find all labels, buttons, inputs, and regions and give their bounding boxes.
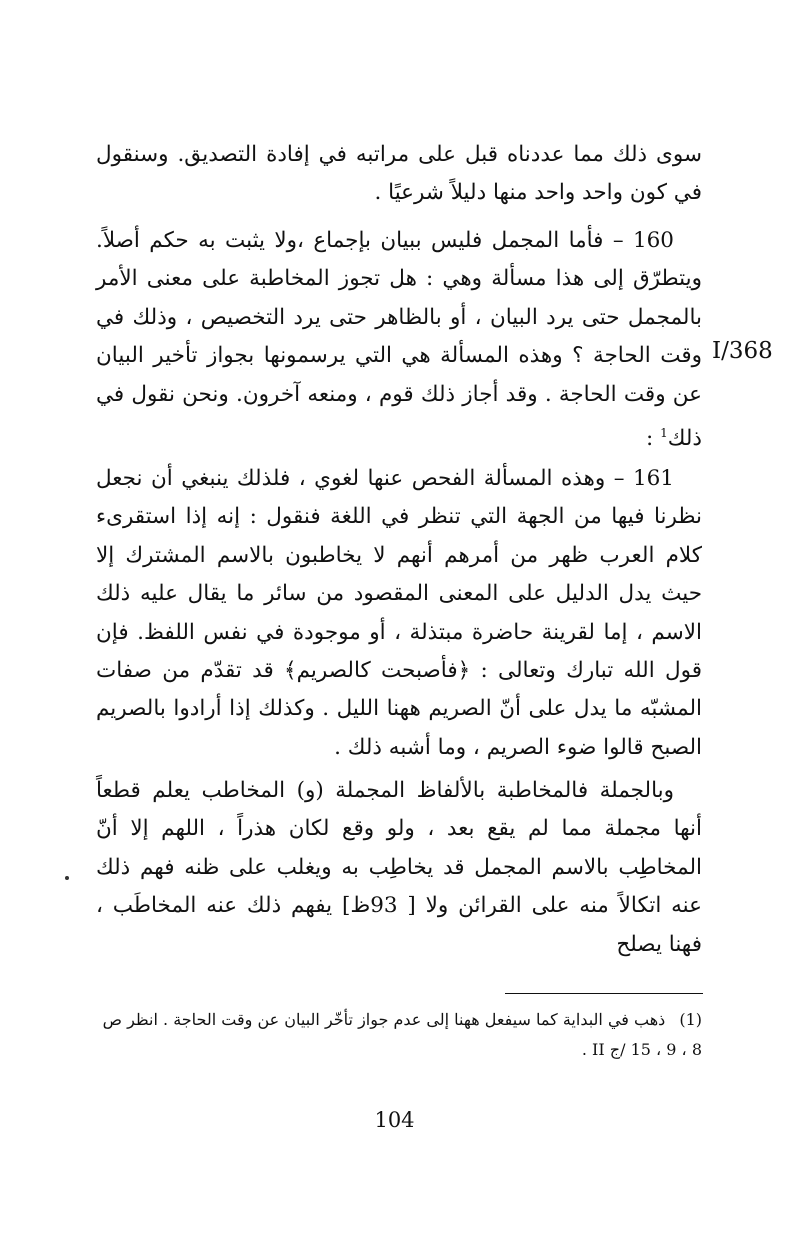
footnote-divider	[505, 993, 703, 994]
paragraph-1: سوى ذلك مما عددناه قبل على مراتبه في إفادة التصديق. وسنقول في كون واحد واحد منها دليلاً شرعيًا .	[96, 142, 702, 206]
paragraph-160	[96, 222, 702, 459]
footnote-reference: 1	[660, 426, 668, 441]
scan-speck	[65, 876, 69, 880]
footnote	[96, 1005, 702, 1065]
page-number: 104	[374, 1108, 415, 1132]
paragraph-text: – وهذه المسألة الفحص عنها لغوي ، فلذلك ينبغي أن نجعل نظرنا فيها من الجهة التي تنظر في اللغة فنقول : إنه إذا استقرىء كلام العرب ظهر من أمرهم أنهم لا يخاطبون بالاسم المشترك إلا حيث يدل الدليل على المعنى المقصود من سائر ما يقال عليه ذلك الاسم ، إما لقرينة حاضرة مبتذلة ، أو موجودة في نفس اللفظ. فإن قول الله تبارك وتعالى : ﴿فأصبحت كالصريم﴾ قد تقدّم من صفات المشبّه ما يدل على أنّ الصريم ههنا الليل . وكذلك إذا أرادوا بالصريم الصبح قالوا ضوء الصريم ، وما أشبه ذلك .	[96, 466, 702, 760]
margin-reference: I/368	[712, 338, 773, 364]
footnote-text: ذهب في البداية كما سيفعل ههنا إلى عدم جواز تأخّر البيان عن وقت الحاجة . انظر ص 8 ، 9 ، 15 /ج II .	[102, 1010, 702, 1059]
paragraph-number: 160	[632, 228, 674, 253]
paragraph-number: 161	[632, 466, 674, 491]
footnote-number: (1)	[679, 1010, 702, 1029]
paragraph-text: – فأما المجمل فليس ببيان بإجماع ،ولا يثبت به حكم أصلاً. ويتطرّق إلى هذا مسألة وهي : هل تجوز المخاطبة على معنى الأمر بالمجمل حتى يرد البيان ، أو بالظاهر حتى يرد التخصيص ، وذلك في وقت الحاجة ؟ وهذه المسألة هي التي يرسمونها بجواز تأخير البيان عن وقت الحاجة . وقد أجاز ذلك قوم ، ومنعه آخرون. ونحن نقول في ذلك	[96, 228, 702, 452]
paragraph-end: :	[646, 426, 654, 452]
paragraph-161	[96, 460, 702, 767]
paragraph-4: وبالجملة فالمخاطبة بالألفاظ المجملة (و) المخاطب يعلم قطعاً أنها مجملة مما لم يقع بعد ، ولو وقع لكان هذراً ، اللهم إلا أنّ المخاطِب بالاسم المجمل قد يخاطِب به ويغلب على ظنه فهم ذلك عنه اتكالاً منه على القرائن ولا [ 93ظ] يفهم ذلك عنه المخاطَب ، فهنا يصلح	[96, 778, 703, 957]
